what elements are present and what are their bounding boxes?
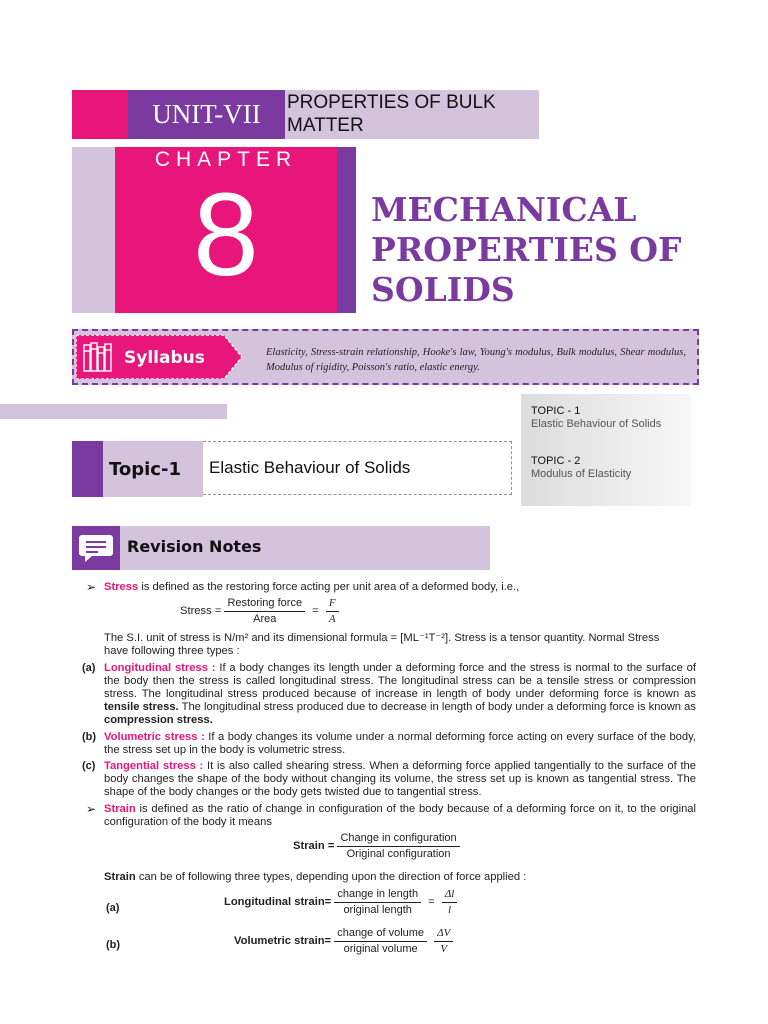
chapter-label: CHAPTER xyxy=(154,148,298,171)
strain-definition: Strain is defined as the ratio of change in configuration of the body because of a deforming force on it, to the original configuration of the body it means xyxy=(104,803,696,828)
stress-definition: Stress is defined as the restoring force acting per unit area of a deformed body, i.e., xyxy=(104,581,520,593)
bullet-arrow-icon: ➢ xyxy=(86,802,97,816)
syllabus-label: Syllabus xyxy=(124,348,205,368)
item-label: (a) xyxy=(82,662,96,674)
revision-notes-icon-box xyxy=(72,526,120,570)
strain-types-intro: Strain can be of following three types, depending upon the direction of force applied : xyxy=(104,871,527,883)
topic-heading-title: Elastic Behaviour of Solids xyxy=(209,458,411,477)
tangential-stress-text: Tangential stress : It is also called shearing stress. When a deforming force applied tangentially to the surface of the body changes the shape of the body without changing its volume, the stress set up is known as tangential stress. The shape of the body changes or the body gets twisted due to tangential stress. xyxy=(104,760,696,798)
si-unit-text: The S.I. unit of stress is N/m² and its dimensional formula = [ML⁻¹T⁻²]. Stress is a tensor quantity. Normal Stress have following three types : xyxy=(104,632,660,657)
chapter-title xyxy=(371,190,751,310)
longitudinal-stress-text: Longitudinal stress : If a body changes its length under a deforming force and the stress is normal to the surface of the body then the stress is called longitudinal stress. The longitudinal stress can be a tensile stress or compression stress. The longitudinal stress produced because of increase in length of body under deforming force is known as tensile stress. The longitudinal stress produced due to decrease in length of body under a deforming force is known as compression stress. xyxy=(104,662,696,726)
topic-1-label: TOPIC - 1 xyxy=(531,405,581,417)
chapter-title-line: PROPERTIES OF xyxy=(371,230,682,269)
chapter-title-line: MECHANICAL xyxy=(371,190,637,229)
chapter-block-left xyxy=(72,147,115,313)
item-label: (c) xyxy=(82,760,96,772)
unit-label: UNIT-VII xyxy=(128,90,285,139)
item-label: (b) xyxy=(106,939,121,951)
longitudinal-strain-formula: Longitudinal strain= $\frac{\text{change in length}}{\text{original length}}$ = $\frac{\Delta l}{l}$ xyxy=(224,888,484,917)
syllabus-text: Elasticity, Stress-strain relationship, Hooke's law, Young's modulus, Bulk modulus, Shear modulus, Modulus of rigidity, Poisson's ratio, elastic energy. xyxy=(266,347,686,373)
unit-title: PROPERTIES OF BULK MATTER xyxy=(287,92,496,136)
divider-bar xyxy=(0,404,227,419)
bullet-arrow-icon: ➢ xyxy=(86,580,97,594)
topic-heading-accent xyxy=(72,441,103,497)
strain-formula: Strain = $\frac{\text{Change in configuration}}{\text{Original configuration}}$ xyxy=(293,832,493,861)
volumetric-stress-text: Volumetric stress : If a body changes its volume under a normal deforming force acting on every surface of the body, the stress set up in the body is volumetric stress. xyxy=(104,731,696,756)
topic-1-name: Elastic Behaviour of Solids xyxy=(531,418,662,430)
chapter-title-line: SOLIDS xyxy=(371,270,515,309)
unit-banner-accent xyxy=(72,90,128,139)
chapter-number: 8 xyxy=(193,169,259,301)
topic-2-name: Modulus of Elasticity xyxy=(531,468,632,480)
item-label: (b) xyxy=(82,731,97,743)
revision-notes-title: Revision Notes xyxy=(127,537,262,556)
topic-2-label: TOPIC - 2 xyxy=(531,455,581,467)
item-label: (a) xyxy=(106,902,120,914)
volumetric-strain-formula: Volumetric strain= $\frac{\text{change of volume}}{\text{original volume}}$ $\frac{\Delta V}{V}$ xyxy=(234,927,494,956)
syllabus-tag xyxy=(76,335,242,379)
speech-bubble-icon xyxy=(72,526,120,570)
chapter-block-right xyxy=(337,147,356,313)
stress-formula: Stress = $\frac{\text{Restoring force}}{\text{Area}}$ = $\frac{F}{A}$ xyxy=(180,597,380,626)
topic-heading-label: Topic-1 xyxy=(103,441,203,497)
